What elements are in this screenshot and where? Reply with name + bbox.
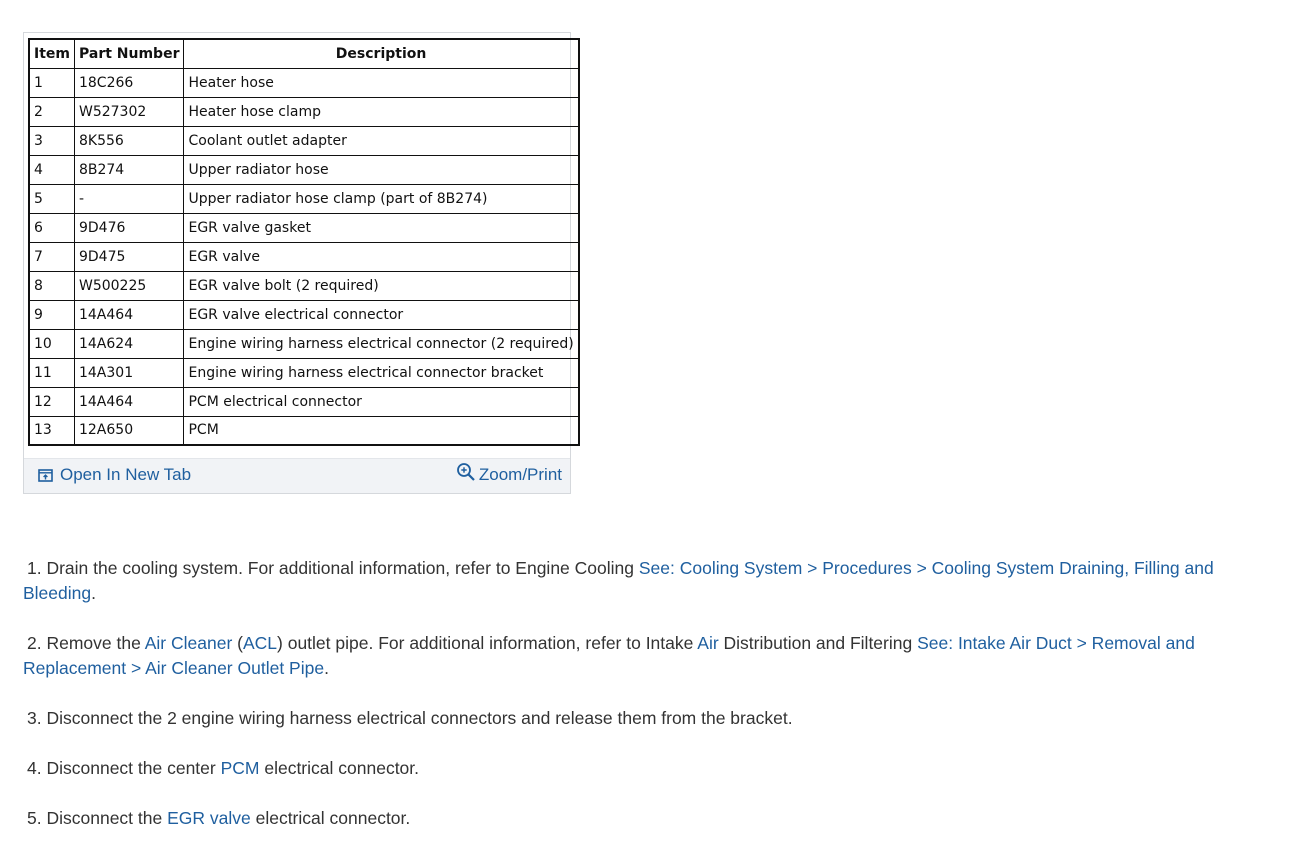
part-number-cell: W527302 <box>74 97 184 126</box>
step-2 <box>23 631 1263 681</box>
part-number-cell: 8B274 <box>74 155 184 184</box>
header-description: Description <box>184 39 579 68</box>
step-5 <box>23 806 1263 831</box>
item-cell: 7 <box>29 242 74 271</box>
item-cell: 6 <box>29 213 74 242</box>
zoom-print-label: Zoom/Print <box>478 465 562 484</box>
table-row <box>29 358 579 387</box>
step-text: ( <box>232 633 243 653</box>
acl-link[interactable]: ACL <box>242 633 278 653</box>
item-cell: 13 <box>29 416 74 445</box>
header-part-number: Part Number <box>74 39 184 68</box>
part-number-cell: 14A464 <box>74 387 184 416</box>
table-row <box>29 271 579 300</box>
part-number-cell: 12A650 <box>74 416 184 445</box>
step-text: Remove the <box>41 633 145 653</box>
step-text: Disconnect the <box>41 808 168 828</box>
description-cell: PCM electrical connector <box>184 387 579 416</box>
step-3 <box>23 706 1263 731</box>
item-cell: 12 <box>29 387 74 416</box>
step-text: Drain the cooling system. For additional information, refer to Engine Cooling <box>41 558 639 578</box>
zoom-print-link[interactable] <box>456 465 562 485</box>
table-row <box>29 242 579 271</box>
item-cell: 9 <box>29 300 74 329</box>
zoom-in-icon <box>456 462 476 482</box>
part-number-cell: W500225 <box>74 271 184 300</box>
air-link[interactable]: Air <box>697 633 719 653</box>
item-cell: 5 <box>29 184 74 213</box>
description-cell: Heater hose <box>184 68 579 97</box>
description-cell: Upper radiator hose clamp (part of 8B274) <box>184 184 579 213</box>
step-text: . <box>324 658 329 678</box>
egr-valve-link[interactable]: EGR valve <box>167 808 251 828</box>
step-number: 3. <box>27 708 42 728</box>
part-number-cell: 18C266 <box>74 68 184 97</box>
step-text: electrical connector. <box>259 758 420 778</box>
part-number-cell: 8K556 <box>74 126 184 155</box>
pcm-link[interactable]: PCM <box>220 758 260 778</box>
table-row <box>29 300 579 329</box>
table-row <box>29 155 579 184</box>
open-in-new-tab-icon <box>38 469 53 482</box>
step-number: 1. <box>27 558 42 578</box>
step-4 <box>23 756 1263 781</box>
table-row <box>29 416 579 445</box>
step-text: Distribution and Filtering <box>718 633 918 653</box>
table-row <box>29 387 579 416</box>
part-number-cell: 9D476 <box>74 213 184 242</box>
item-cell: 10 <box>29 329 74 358</box>
description-cell: Engine wiring harness electrical connector (2 required) <box>184 329 579 358</box>
open-in-new-tab-link[interactable] <box>38 465 191 485</box>
table-row <box>29 329 579 358</box>
item-cell: 4 <box>29 155 74 184</box>
description-cell: PCM <box>184 416 579 445</box>
step-number: 4. <box>27 758 42 778</box>
table-row <box>29 68 579 97</box>
part-number-cell: - <box>74 184 184 213</box>
intake-air-duct-link[interactable]: See: Intake Air Duct > Removal and Replacement > Air Cleaner Outlet Pipe <box>23 633 1195 678</box>
figure-footer <box>24 458 570 493</box>
description-cell: EGR valve <box>184 242 579 271</box>
description-cell: EGR valve gasket <box>184 213 579 242</box>
step-number: 5. <box>27 808 42 828</box>
step-text: Disconnect the 2 engine wiring harness electrical connectors and release them from the bracket. <box>41 708 793 728</box>
item-cell: 8 <box>29 271 74 300</box>
table-row <box>29 184 579 213</box>
step-1 <box>23 556 1263 606</box>
part-number-cell: 14A624 <box>74 329 184 358</box>
parts-table <box>28 38 580 446</box>
item-cell: 1 <box>29 68 74 97</box>
parts-figure <box>23 32 574 494</box>
step-text: Disconnect the center <box>41 758 221 778</box>
step-text: ) outlet pipe. For additional information, refer to Intake <box>277 633 698 653</box>
item-cell: 2 <box>29 97 74 126</box>
part-number-cell: 14A464 <box>74 300 184 329</box>
part-number-cell: 9D475 <box>74 242 184 271</box>
description-cell: EGR valve bolt (2 required) <box>184 271 579 300</box>
table-row <box>29 213 579 242</box>
description-cell: Upper radiator hose <box>184 155 579 184</box>
description-cell: Engine wiring harness electrical connector bracket <box>184 358 579 387</box>
description-cell: Coolant outlet adapter <box>184 126 579 155</box>
open-in-new-tab-label: Open In New Tab <box>60 465 192 484</box>
table-header-row <box>29 39 579 68</box>
item-cell: 3 <box>29 126 74 155</box>
step-number: 2. <box>27 633 42 653</box>
table-row <box>29 126 579 155</box>
air-cleaner-link[interactable]: Air Cleaner <box>144 633 233 653</box>
step-text: electrical connector. <box>250 808 411 828</box>
part-number-cell: 14A301 <box>74 358 184 387</box>
description-cell: Heater hose clamp <box>184 97 579 126</box>
cooling-system-link[interactable]: See: Cooling System > Procedures > Cooling System Draining, Filling and Bleeding <box>23 558 1214 603</box>
description-cell: EGR valve electrical connector <box>184 300 579 329</box>
item-cell: 11 <box>29 358 74 387</box>
header-item: Item <box>29 39 74 68</box>
procedure-steps <box>23 556 1263 856</box>
step-text: . <box>91 583 96 603</box>
table-row <box>29 97 579 126</box>
